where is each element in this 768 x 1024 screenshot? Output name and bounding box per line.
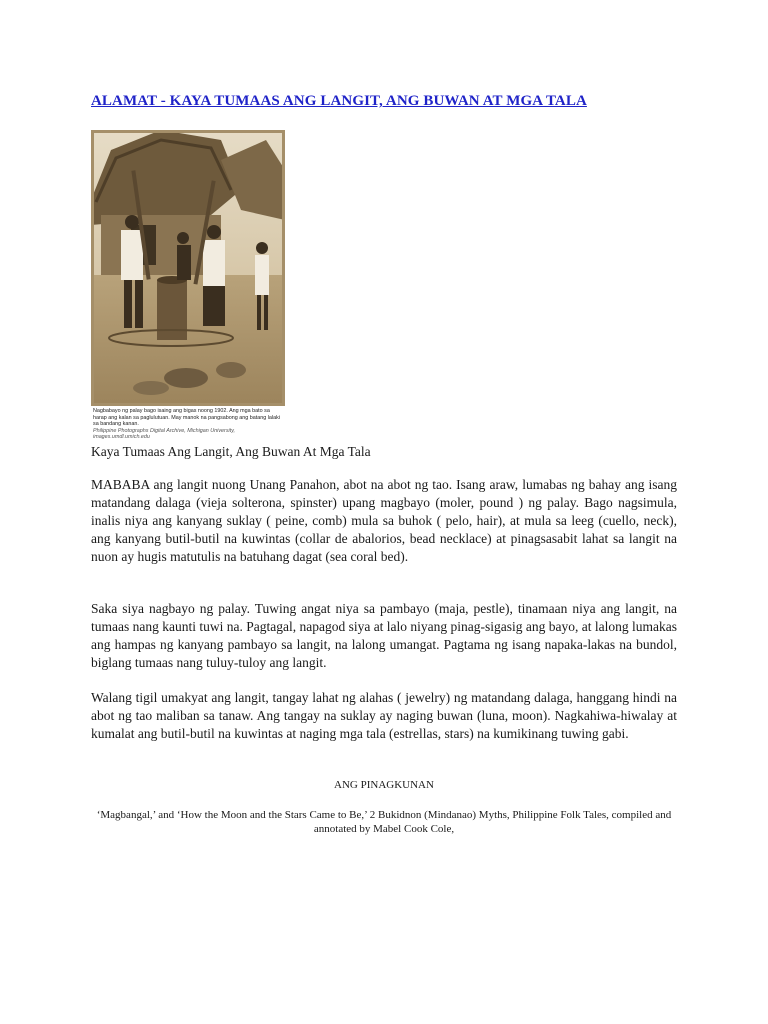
story-subtitle: Kaya Tumaas Ang Langit, Ang Buwan At Mga Tala: [91, 444, 371, 459]
photo-caption-text: Nagbabayo ng palay bago isaing ang bigas noong 1902. Ang mga bato sa harap ang kalan sa paglulutuan. May manok na pangsabong ang batang lalaki sa bandang kanan.: [93, 408, 281, 427]
source-heading: ANG PINAGKUNAN: [334, 779, 434, 791]
story-paragraph-3: Walang tigil umakyat ang langit, tangay lahat ng alahas ( jewelry) ng matandang dalaga, hanggang hindi na abot ng tao maliban sa tanaw. Ang tangay na suklay ay naging buwan (luna, moon). Nagkahiwa-hiwalay at kumalat ang butil-butil na kuwintas at naging mga tala (estrellas, stars) na kumikinang tuwing gabi.: [91, 690, 677, 741]
page-title[interactable]: ALAMAT - KAYA TUMAAS ANG LANGIT, ANG BUWAN AT MGA TALA: [91, 93, 587, 109]
story-paragraph-1: MABABA ang langit nuong Unang Panahon, abot na abot ng tao. Isang araw, lumabas ng bahay ang isang matandang dalaga (vieja solterona, spinster) upang magbayo (moler, pound ) ng palay. Bago nagsimula, inalis niya ang kanyang suklay ( peine, comb) mula sa buhok ( pelo, hair), at mula sa leeg (cuello, neck), ang kanyang butil-butil na kuwintas (collar de abalorios, bead necklace) at pinagsasabit lahat sa langit na nuon ay hugis matutulis na batuhang dagat (sea coral bed).: [91, 477, 677, 564]
photo-credit: Philippine Photographs Digital Archive, Michigan University, images.umdl.umich.edu: [93, 427, 236, 440]
story-paragraph-2: Saka siya nagbayo ng palay. Tuwing angat niya sa pambayo (maja, pestle), tinamaan niya ang langit, na tumaas nang kaunti tuwi na. Pagtagal, napagod siya at lalo niyang pinag-sigasig ang bayo, at lalong lumakas ang hampas ng kanyang pambayo sa langit, na lalong umangat. Pagtama ng isang napaka-lakas na bundol, biglang tumaas nang tuluy-tuloy ang langit.: [91, 601, 677, 670]
photo-caption: [91, 406, 285, 442]
historical-photo: [91, 130, 285, 442]
source-citation: ‘Magbangal,’ and ‘How the Moon and the Stars Came to Be,’ 2 Bukidnon (Mindanao) Myths, Philippine Folk Tales, compiled and annotated by Mabel Cook Cole,: [96, 809, 672, 835]
photo-illustration: [91, 130, 285, 406]
